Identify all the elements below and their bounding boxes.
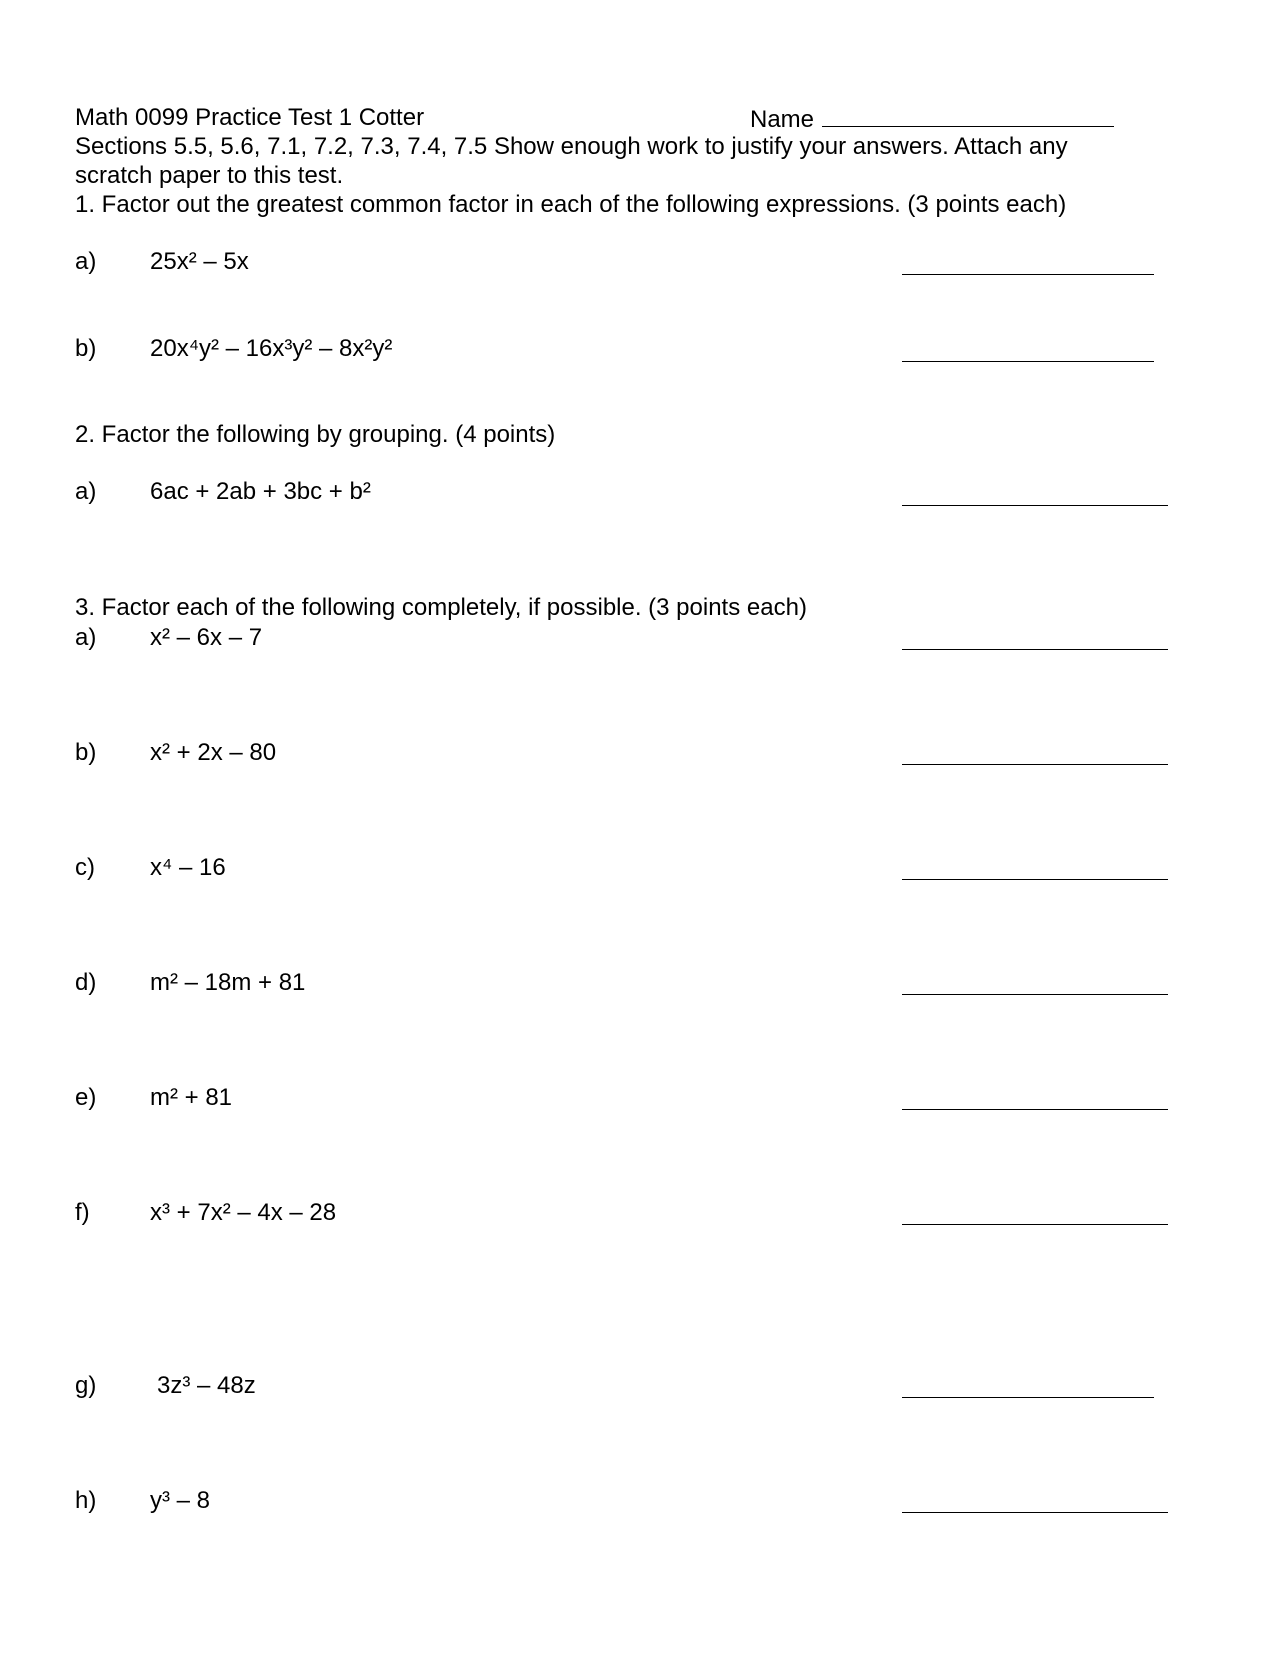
answer-blank[interactable] bbox=[902, 1397, 1154, 1398]
item-label: h) bbox=[75, 1487, 97, 1514]
question-3-prompt: 3. Factor each of the following completely, if possible. (3 points each) bbox=[75, 594, 807, 621]
answer-blank[interactable] bbox=[902, 764, 1168, 765]
item-label: b) bbox=[75, 739, 97, 766]
question-3e bbox=[0, 1084, 1280, 1114]
answer-blank[interactable] bbox=[902, 361, 1154, 362]
question-3f bbox=[0, 1199, 1280, 1229]
name-field[interactable] bbox=[750, 104, 1114, 134]
answer-blank[interactable] bbox=[902, 1512, 1168, 1513]
answer-blank[interactable] bbox=[902, 505, 1168, 506]
answer-blank[interactable] bbox=[902, 649, 1168, 650]
answer-blank[interactable] bbox=[902, 994, 1168, 995]
item-label: a) bbox=[75, 624, 97, 651]
item-label: a) bbox=[75, 248, 97, 275]
item-expression: 3z³ – 48z bbox=[157, 1372, 256, 1399]
question-3b bbox=[0, 739, 1280, 769]
question-1b bbox=[0, 335, 1280, 365]
sections-line-continued: scratch paper to this test. bbox=[75, 162, 344, 189]
name-blank[interactable] bbox=[822, 104, 1114, 127]
item-label: f) bbox=[75, 1199, 90, 1226]
item-label: d) bbox=[75, 969, 97, 996]
answer-blank[interactable] bbox=[902, 1109, 1168, 1110]
item-expression: 20x⁴y² – 16x³y² – 8x²y² bbox=[150, 335, 393, 362]
item-label: e) bbox=[75, 1084, 97, 1111]
answer-blank[interactable] bbox=[902, 274, 1154, 275]
name-label: Name bbox=[750, 106, 815, 133]
item-expression: m² + 81 bbox=[150, 1084, 233, 1111]
item-label: a) bbox=[75, 478, 97, 505]
test-title bbox=[75, 104, 424, 132]
question-2-prompt: 2. Factor the following by grouping. (4 points) bbox=[75, 421, 556, 448]
question-1a bbox=[0, 248, 1280, 278]
sections-line: Sections 5.5, 5.6, 7.1, 7.2, 7.3, 7.4, 7.5 Show enough work to justify your answers. Attach any bbox=[75, 133, 1068, 160]
item-expression: 25x² – 5x bbox=[150, 248, 249, 275]
question-2a bbox=[0, 478, 1280, 508]
item-expression: x² + 2x – 80 bbox=[150, 739, 277, 766]
item-expression: y³ – 8 bbox=[150, 1487, 211, 1514]
question-1-prompt: 1. Factor out the greatest common factor in each of the following expressions. (3 points each) bbox=[75, 191, 1067, 218]
item-expression: x² – 6x – 7 bbox=[150, 624, 263, 651]
item-expression: x³ + 7x² – 4x – 28 bbox=[150, 1199, 337, 1226]
question-3c bbox=[0, 854, 1280, 884]
item-expression: m² – 18m + 81 bbox=[150, 969, 306, 996]
item-expression: 6ac + 2ab + 3bc + b² bbox=[150, 478, 371, 505]
question-3a bbox=[0, 624, 1280, 654]
answer-blank[interactable] bbox=[902, 879, 1168, 880]
item-label: b) bbox=[75, 335, 97, 362]
answer-blank[interactable] bbox=[902, 1224, 1168, 1225]
item-label: c) bbox=[75, 854, 95, 881]
question-3g bbox=[0, 1372, 1280, 1402]
test-title-text: Math 0099 Practice Test 1 Cotter bbox=[75, 104, 425, 131]
item-label: g) bbox=[75, 1372, 97, 1399]
question-3d bbox=[0, 969, 1280, 999]
item-expression: x⁴ – 16 bbox=[150, 854, 226, 881]
question-3h bbox=[0, 1487, 1280, 1517]
